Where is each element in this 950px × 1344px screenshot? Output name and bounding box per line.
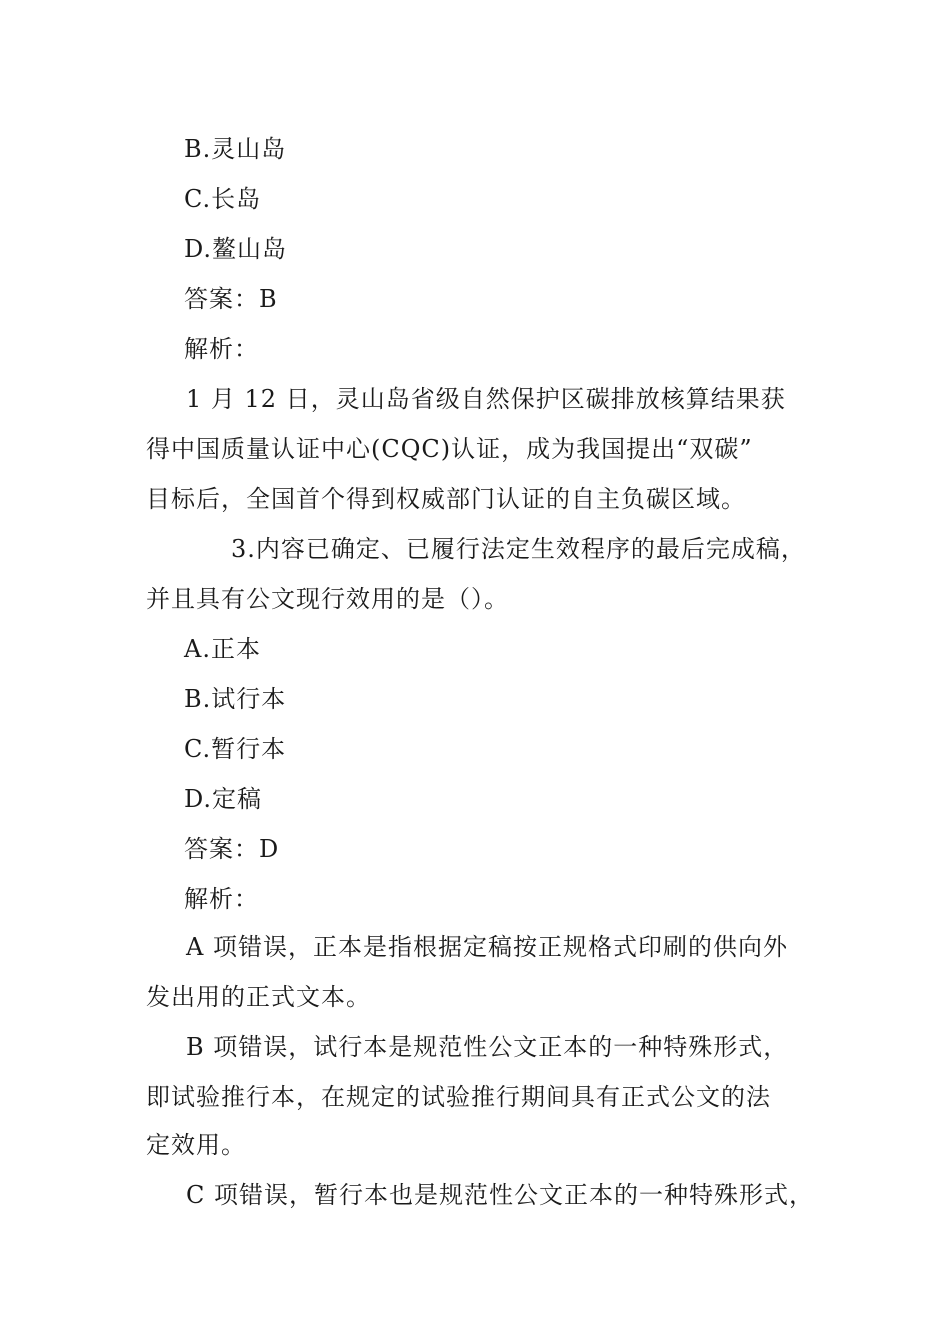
analysis-label: 解析：	[184, 885, 259, 913]
option-c: C.暂行本	[184, 735, 287, 763]
question-stem: 并且具有公文现行效用的是（）。	[146, 585, 509, 613]
option-c: C.长岛	[184, 185, 262, 213]
analysis-option-b: B 项错误，试行本是规范性公文正本的一种特殊形式，	[186, 1033, 789, 1061]
option-d: D.鳌山岛	[184, 235, 288, 263]
question-stem: 3.内容已确定、已履行法定生效程序的最后完成稿，	[231, 535, 806, 563]
answer-line: 答案：D	[184, 835, 280, 863]
option-a: A.正本	[184, 635, 261, 663]
analysis-option-b: 定效用。	[146, 1131, 246, 1159]
analysis-option-c: C 项错误，暂行本也是规范性公文正本的一种特殊形式，	[186, 1181, 814, 1209]
analysis-option-a: A 项错误，正本是指根据定稿按正规格式印刷的供向外	[186, 933, 788, 961]
analysis-label: 解析：	[184, 335, 259, 363]
option-b: B.灵山岛	[184, 135, 287, 163]
option-b: B.试行本	[184, 685, 287, 713]
option-d: D.定稿	[184, 785, 263, 813]
answer-line: 答案：B	[184, 285, 278, 313]
analysis-option-b: 即试验推行本，在规定的试验推行期间具有正式公文的法	[146, 1083, 771, 1111]
analysis-option-a: 发出用的正式文本。	[146, 983, 371, 1011]
analysis-text: 目标后，全国首个得到权威部门认证的自主负碳区域。	[146, 485, 746, 513]
analysis-text: 1 月 12 日，灵山岛省级自然保护区碳排放核算结果获	[186, 385, 786, 413]
analysis-text: 得中国质量认证中心(CQC)认证，成为我国提出“双碳”	[146, 435, 753, 463]
